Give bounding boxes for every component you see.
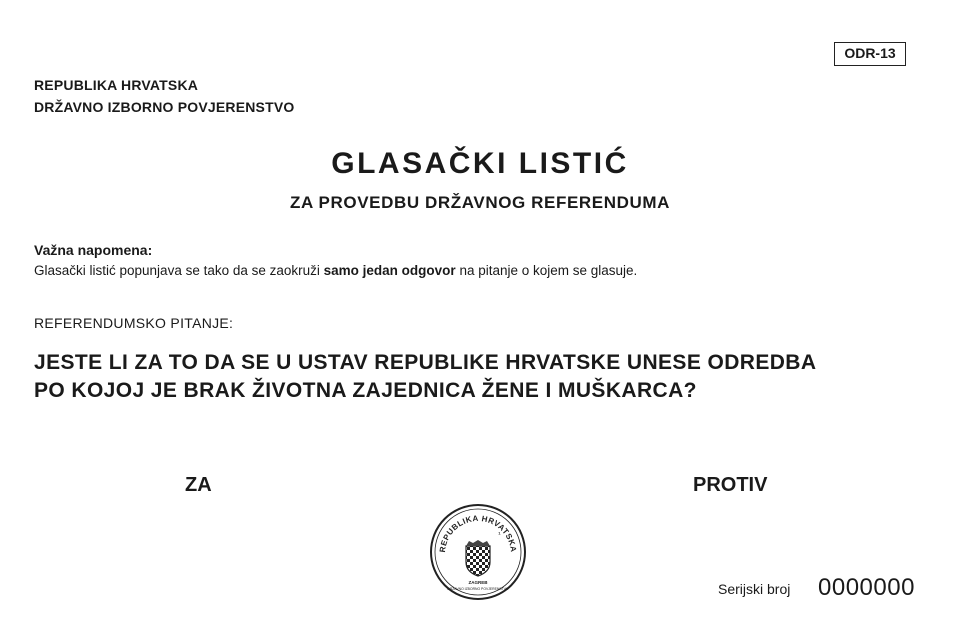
issuer-line-1: REPUBLIKA HRVATSKA <box>34 77 199 93</box>
ballot-title: GLASAČKI LISTIĆ <box>331 147 629 180</box>
question-line-2: PO KOJOJ JE BRAK ŽIVOTNA ZAJEDNICA ŽENE I MUŠKARCA? <box>34 379 697 402</box>
question-label: REFERENDUMSKO PITANJE: <box>34 315 234 331</box>
referendum-question <box>34 349 934 405</box>
serial-number: 0000000 <box>818 574 915 601</box>
note-text-after: na pitanje o kojem se glasuje. <box>455 263 638 278</box>
seal-inner-text-1: ZAGREB <box>468 580 488 585</box>
issuer-line-2: DRŽAVNO IZBORNO POVJERENSTVO <box>34 99 295 115</box>
ballot-subtitle: ZA PROVEDBU DRŽAVNOG REFERENDUMA <box>290 193 670 212</box>
coat-of-arms-seal-icon <box>428 502 528 602</box>
note-text <box>34 263 637 278</box>
seal-inner-text-2: DRŽAVNO IZBORNO POVJERENSTVO <box>447 587 509 591</box>
question-line-1: JESTE LI ZA TO DA SE U USTAV REPUBLIKE HRVATSKE UNESE ODREDBA <box>34 351 817 374</box>
serial-label: Serijski broj <box>718 581 791 597</box>
issuer-block <box>34 74 294 118</box>
note-text-before: Glasački listić popunjava se tako da se zaokruži <box>34 263 324 278</box>
note-text-bold: samo jedan odgovor <box>323 263 456 278</box>
option-za[interactable]: ZA <box>185 474 212 496</box>
note-label: Važna napomena: <box>34 242 153 258</box>
form-code: ODR-13 <box>834 42 906 66</box>
seal-mark: ¹ <box>498 531 501 539</box>
seal-outer-text: REPUBLIKA HRVATSKA <box>437 513 519 553</box>
option-protiv[interactable]: PROTIV <box>693 474 768 496</box>
